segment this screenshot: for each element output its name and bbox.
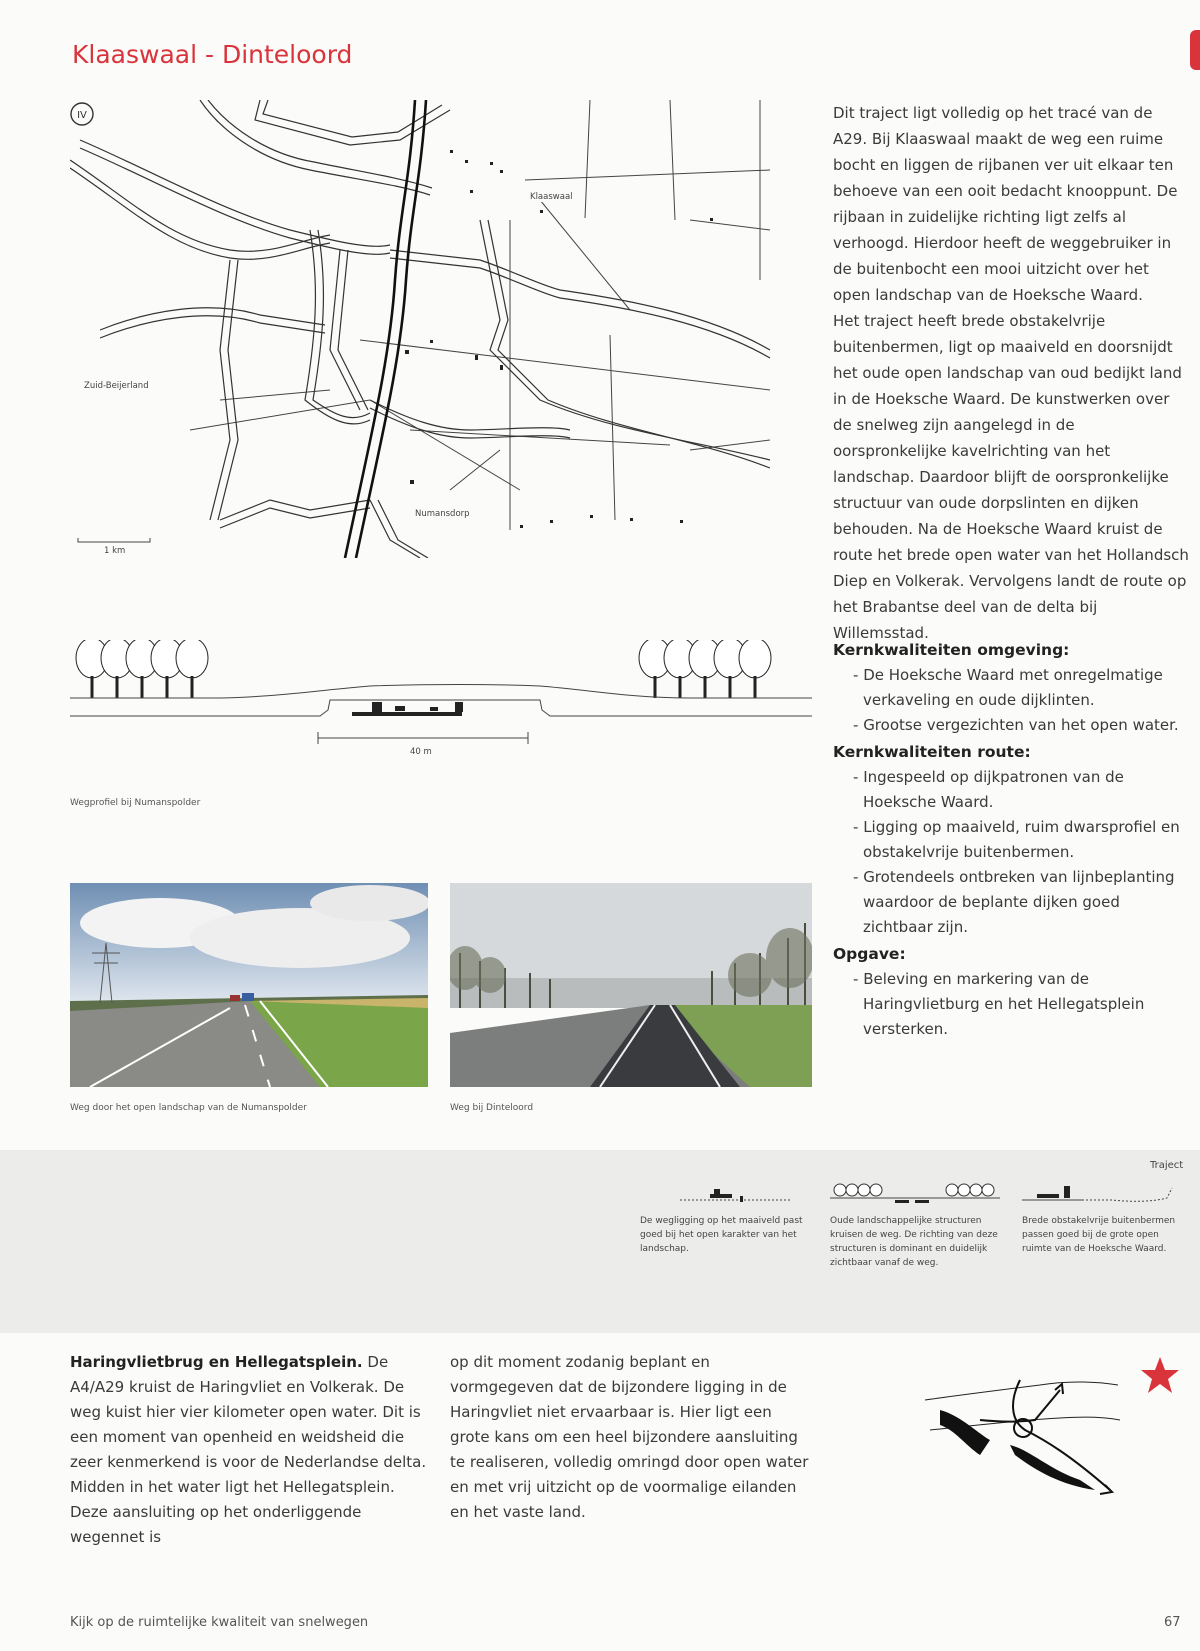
photo-numanspolder — [70, 883, 428, 1087]
qualities-omgeving-list — [833, 663, 1191, 738]
list-item: - Beleving en markering van de Haringvlietburg en het Hellegatsplein versterken. — [853, 970, 1145, 1038]
photo-dinteloord — [450, 883, 812, 1087]
haringvliet-col-2: op dit moment zodanig beplant en vormgegeven dat de bijzondere ligging in de Haringvliet niet ervaarbaar is. Hier ligt een grote kans om een heel bijzondere aansluiting te realiseren, volledig omringd door open water en met vrij uitzicht op de voormalige eilanden en het vaste land. — [450, 1353, 809, 1521]
qualities-route-heading: Kernkwaliteiten route: — [833, 743, 1031, 761]
scale-bar — [78, 538, 150, 542]
place-label-klaaswaal: Klaaswaal — [530, 192, 573, 202]
route-map — [70, 100, 812, 558]
opgave-heading: Opgave: — [833, 945, 906, 963]
list-item: - De Hoeksche Waard met onregelmatige verkaveling en oude dijklinten. — [853, 666, 1163, 709]
road-profile-drawing — [70, 640, 812, 785]
profile-caption: Wegprofiel bij Numanspolder — [70, 798, 201, 808]
traject-diagram-1 — [640, 1180, 820, 1256]
traject-caption-1: De wegligging op het maaiveld past goed bij het open karakter van het landschap. — [640, 1216, 803, 1254]
mini-profile-2 — [830, 1180, 1000, 1210]
map-badge: IV — [77, 110, 87, 121]
qualities-route-list — [833, 765, 1191, 940]
tree-row-right — [639, 640, 771, 698]
footer-text: Kijk op de ruimtelijke kwaliteit van snelwegen — [70, 1615, 369, 1630]
list-item: - Ingespeeld op dijkpatronen van de Hoeksche Waard. — [853, 768, 1124, 811]
qualities-omgeving-heading: Kernkwaliteiten omgeving: — [833, 641, 1070, 659]
intro-paragraph-2: Het traject heeft brede obstakelvrije buitenbermen, ligt op maaiveld en doorsnijdt het oude open landschap van oud bedijkt land in de Hoeksche Waard. De kunstwerken over de snelweg zijn aangelegd in de oorspronkelijke kavelrichting van het landschap. Daardoor blijft de oorspronkelijke structuur van oude dorpslinten en dijken behouden. Na de Hoeksche Waard kruist de route het brede open water van het Hollandsch Diep en Volkerak. Vervolgens landt de route op het Brabantse deel van de delta bij Willemsstad. — [833, 312, 1189, 642]
photo-right-caption: Weg bij Dinteloord — [450, 1103, 534, 1113]
list-item: - Grotendeels ontbreken van lijnbeplanting waardoor de beplante dijken goed zichtbaar zijn. — [853, 868, 1175, 936]
haringvliet-sketch — [920, 1360, 1120, 1500]
traject-diagram-3 — [1022, 1180, 1187, 1256]
list-item: - Grootse vergezichten van het open water. — [853, 716, 1179, 734]
traject-caption-3: Brede obstakelvrije buitenbermen passen goed bij de grote open ruimte van de Hoeksche Waard. — [1022, 1216, 1176, 1254]
intro-paragraph-1: Dit traject ligt volledig op het tracé van de A29. Bij Klaaswaal maakt de weg een ruime bocht en liggen de rijbanen ver uit elkaar ten behoeve van een ooit bedacht knooppunt. De rijbaan in zuidelijke richting ligt zelfs al verhoogd. Hierdoor heeft de weggebruiker in de buitenbocht een mooi uitzicht over het open landschap van de Hoeksche Waard. — [833, 104, 1178, 304]
map-drawing — [70, 100, 812, 558]
chapter-tab — [1190, 30, 1200, 70]
place-label-zuid-beijerland: Zuid-Beijerland — [84, 381, 149, 391]
list-item: - Ligging op maaiveld, ruim dwarsprofiel en obstakelvrije buitenbermen. — [853, 818, 1180, 861]
photo-left-caption: Weg door het open landschap van de Numanspolder — [70, 1103, 307, 1113]
haringvliet-col-1 — [70, 1350, 430, 1550]
profile-dimension: 40 m — [410, 747, 432, 757]
place-label-numansdorp: Numansdorp — [415, 509, 470, 519]
page-title: Klaaswaal - Dinteloord — [72, 40, 353, 69]
road-profile — [70, 640, 812, 785]
traject-label: Traject — [1150, 1160, 1184, 1171]
traject-band — [0, 1150, 1200, 1333]
star-icon — [1140, 1355, 1180, 1395]
scale-label: 1 km — [104, 546, 126, 556]
haringvliet-heading: Haringvlietbrug en Hellegatsplein. — [70, 1353, 363, 1371]
traject-caption-2: Oude landschappelijke structuren kruisen de weg. De richting van deze structuren is dominant en duidelijk zichtbaar vanaf de weg. — [830, 1216, 998, 1268]
mini-profile-3 — [1022, 1180, 1182, 1210]
core-qualities — [833, 638, 1191, 1044]
traject-diagram-2 — [830, 1180, 1000, 1270]
tree-row-left — [76, 640, 208, 698]
mini-profile-1 — [640, 1180, 790, 1210]
page-number: 67 — [1164, 1615, 1181, 1630]
haringvliet-text-1: De A4/A29 kruist de Haringvliet en Volkerak. De weg kuist hier vier kilometer open water. Dit is een moment van openheid en weidsheid die zeer kenmerkend is voor de Nederlandse delta. Midden in het water ligt het Hellegatsplein. Deze aansluiting op het onderliggende wegennet is — [70, 1353, 427, 1546]
opgave-list — [833, 967, 1191, 1042]
intro-text — [833, 100, 1191, 646]
